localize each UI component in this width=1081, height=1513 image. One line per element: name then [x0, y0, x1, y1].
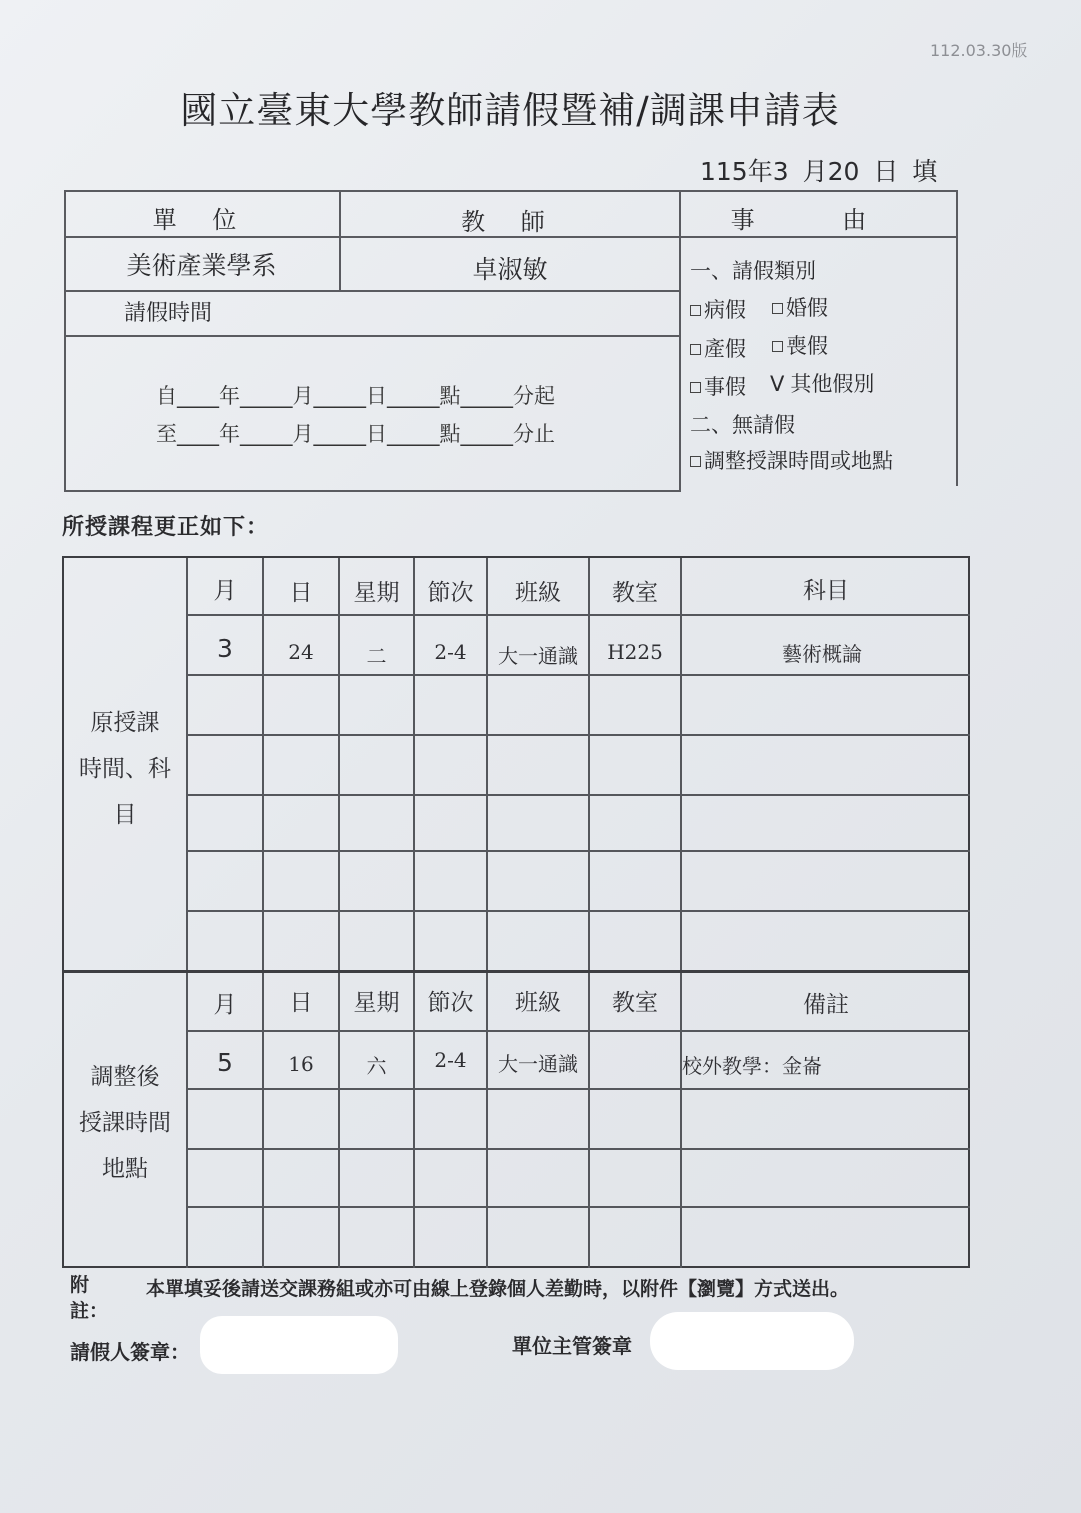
redacted-signature [200, 1316, 398, 1374]
checkbox-icon [772, 341, 783, 352]
leave-category-heading: 一、請假類別 [690, 259, 816, 283]
checkbox-icon [690, 382, 701, 393]
orig-weekday-value: 二 [366, 644, 387, 668]
adj-header-day: 日 [289, 990, 313, 1016]
orig-period-value: 2-4 [434, 640, 467, 664]
form-version: 112.03.30版 [930, 41, 1028, 60]
teacher-header: 教 師 [461, 208, 559, 236]
orig-subject-value: 藝術概論 [782, 642, 862, 666]
orig-class-value: 大一通識 [498, 644, 578, 668]
reason-header: 事 由 [730, 206, 907, 234]
checkbox-icon [690, 305, 701, 316]
check-mark: V [770, 372, 785, 396]
orig-header-subject: 科目 [803, 578, 849, 604]
adj-header-remarks: 備註 [803, 992, 849, 1018]
leave-from-line: 自____年_____月_____日_____點_____分起 [156, 384, 555, 408]
checkbox-icon [690, 344, 701, 355]
leave-to-line: 至____年_____月_____日_____點_____分止 [156, 422, 555, 446]
adjusted-schedule-label: 調整後 授課時間 地點 [79, 1064, 171, 1182]
orig-month-value: 3 [217, 634, 233, 663]
fill-date: 115年3 月20 日 填 [700, 157, 938, 186]
unit-header: 單 位 [152, 206, 251, 234]
adj-period-value: 2-4 [434, 1048, 467, 1072]
applicant-info-box [64, 190, 956, 490]
adj-header-month: 月 [213, 992, 237, 1018]
funeral-leave-option: 喪假 [772, 330, 828, 360]
orig-room-value: H225 [607, 640, 663, 664]
orig-header-weekday: 星期 [353, 580, 400, 606]
orig-day-value: 24 [288, 640, 314, 664]
footnote-text: 本單填妥後請送交課務組或亦可由線上登錄個人差勤時，以附件【瀏覽】方式送出。 [146, 1278, 850, 1300]
other-leave-option: V 其他假別 [770, 372, 875, 396]
footnote-label-2: 註： [70, 1300, 109, 1322]
checkbox-icon [690, 456, 701, 467]
orig-header-room: 教室 [612, 580, 658, 606]
adj-class-value: 大一通識 [498, 1052, 578, 1076]
maternity-leave-option: 產假 [690, 333, 746, 363]
checkbox-icon [772, 303, 783, 314]
leave-time-label: 請假時間 [124, 301, 213, 326]
adj-day-value: 16 [288, 1052, 314, 1076]
adj-remarks-value: 校外教學：金崙 [682, 1054, 822, 1078]
adj-header-room: 教室 [612, 990, 658, 1016]
personal-leave-option: 事假 [690, 371, 746, 401]
orig-header-day: 日 [289, 580, 313, 606]
sick-leave-option: 病假 [690, 294, 746, 324]
orig-header-period: 節次 [427, 580, 474, 606]
footnote-label-1: 附 [70, 1274, 90, 1296]
no-leave-heading: 二、無請假 [690, 413, 795, 437]
applicant-signature-label: 請假人簽章： [70, 1340, 190, 1364]
orig-header-class: 班級 [515, 580, 561, 606]
teacher-value: 卓淑敏 [472, 255, 548, 284]
original-schedule-label: 原授課 時間、科 目 [79, 710, 171, 828]
adj-month-value: 5 [217, 1048, 233, 1077]
redacted-signature [650, 1312, 854, 1370]
form-title: 國立臺東大學教師請假暨補/調課申請表 [180, 89, 840, 132]
course-change-table [62, 556, 970, 1268]
courses-section-title: 所授課程更正如下： [62, 515, 270, 540]
adj-header-period: 節次 [427, 990, 474, 1016]
orig-header-month: 月 [213, 578, 237, 604]
adj-header-weekday: 星期 [353, 990, 400, 1016]
adjust-schedule-option: 調整授課時間或地點 [690, 445, 893, 475]
unit-value: 美術產業學系 [126, 251, 277, 280]
adj-header-class: 班級 [515, 990, 561, 1016]
adj-weekday-value: 六 [366, 1054, 387, 1078]
marriage-leave-option: 婚假 [772, 292, 828, 322]
supervisor-signature-label: 單位主管簽章 [512, 1334, 632, 1358]
